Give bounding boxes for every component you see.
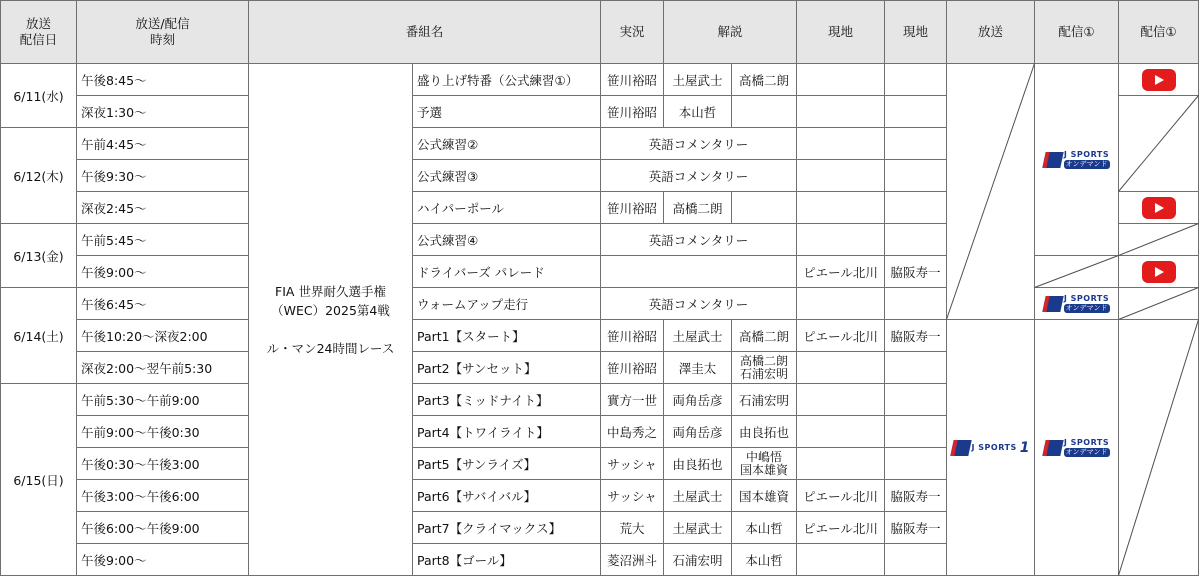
jsports-ondemand-text	[1064, 438, 1110, 457]
play-by-play: 實方一世	[601, 384, 664, 416]
onsite-reporter-2	[885, 160, 947, 192]
program-title: ウォームアップ走行	[413, 288, 601, 320]
series-title-line: FIA 世界耐久選手権	[275, 283, 386, 299]
onsite-reporter-1	[797, 128, 885, 160]
commentator-2	[732, 352, 797, 384]
commentator-1: 由良拓也	[664, 448, 732, 480]
cell-line: 中嶋悟	[745, 449, 782, 464]
series-title-line	[249, 320, 412, 339]
broadcast-date: 6/15(日)	[1, 384, 77, 576]
onsite-reporter-1	[797, 96, 885, 128]
header-broadcast-date: 放送 配信日	[1, 1, 77, 64]
play-by-play: 笹川裕昭	[601, 96, 664, 128]
commentator-1: 澤圭太	[664, 352, 732, 384]
stream2-none	[1119, 96, 1199, 192]
jsports-mark-icon	[950, 440, 971, 456]
broadcast-date: 6/13(金)	[1, 224, 77, 288]
program-title: Part6【サバイバル】	[413, 480, 601, 512]
play-by-play: サッシャ	[601, 480, 664, 512]
commentator-2: 石浦宏明	[732, 384, 797, 416]
onsite-reporter-2	[885, 544, 947, 576]
commentator-1: 石浦宏明	[664, 544, 732, 576]
onsite-reporter-1	[797, 64, 885, 96]
jsports-ondemand-text	[1064, 294, 1110, 313]
play-by-play: 笹川裕昭	[601, 64, 664, 96]
onsite-reporter-1: ピエール北川	[797, 320, 885, 352]
schedule-row	[1, 320, 1199, 352]
onsite-reporter-2	[885, 416, 947, 448]
broadcast-cell-jsports1	[947, 320, 1035, 576]
header-onsite-2: 現地	[885, 1, 947, 64]
cell-line: 国本雄資	[739, 462, 788, 477]
onsite-reporter-2	[885, 288, 947, 320]
play-by-play: 笹川裕昭	[601, 320, 664, 352]
cell-line: 石浦宏明	[739, 366, 788, 381]
header-time: 放送/配信 時刻	[77, 1, 249, 64]
commentator-2: 本山哲	[732, 544, 797, 576]
stream2-none	[1119, 320, 1199, 576]
play-by-play: 笹川裕昭	[601, 192, 664, 224]
onsite-reporter-2: 脇阪寿一	[885, 320, 947, 352]
program-title: 公式練習③	[413, 160, 601, 192]
jsports-brand-text: J SPORTS	[1063, 438, 1110, 447]
commentator-2	[732, 192, 797, 224]
commentator-1: 高橋二朗	[664, 192, 732, 224]
header-onsite-1: 現地	[797, 1, 885, 64]
stream1-ondemand	[1035, 64, 1119, 256]
program-title: 公式練習④	[413, 224, 601, 256]
jsports-mark-icon	[1042, 296, 1063, 312]
commentator-1: 土屋武士	[664, 320, 732, 352]
schedule-row	[1, 64, 1199, 96]
commentary-merged	[601, 256, 797, 288]
jsports-ondemand-logo[interactable]	[1044, 294, 1110, 313]
stream2-youtube	[1119, 64, 1199, 96]
onsite-reporter-2	[885, 96, 947, 128]
air-time: 午前5:45～	[77, 224, 249, 256]
series-title	[249, 64, 413, 576]
jsports-mark-icon	[1042, 440, 1063, 456]
onsite-reporter-1	[797, 224, 885, 256]
air-time: 午前5:30～午前9:00	[77, 384, 249, 416]
air-time: 午後0:30～午後3:00	[77, 448, 249, 480]
commentator-1: 本山哲	[664, 96, 732, 128]
header-stream-2: 配信①	[1119, 1, 1199, 64]
air-time: 午前4:45～	[77, 128, 249, 160]
onsite-reporter-1	[797, 288, 885, 320]
stream2-none	[1119, 288, 1199, 320]
commentator-1: 土屋武士	[664, 512, 732, 544]
broadcast-date: 6/11(水)	[1, 64, 77, 128]
play-by-play: 荒大	[601, 512, 664, 544]
air-time: 午後3:00～午後6:00	[77, 480, 249, 512]
broadcast-date: 6/14(土)	[1, 288, 77, 384]
program-title: Part7【クライマックス】	[413, 512, 601, 544]
onsite-reporter-1	[797, 384, 885, 416]
jsports-ondemand-text	[1064, 150, 1110, 169]
onsite-reporter-2	[885, 224, 947, 256]
onsite-reporter-2	[885, 384, 947, 416]
air-time: 午後9:30～	[77, 160, 249, 192]
onsite-reporter-1	[797, 544, 885, 576]
commentary-merged: 英語コメンタリー	[601, 128, 797, 160]
play-by-play: 笹川裕昭	[601, 352, 664, 384]
stream2-none	[1119, 224, 1199, 256]
header-broadcast: 放送	[947, 1, 1035, 64]
onsite-reporter-2	[885, 128, 947, 160]
series-title-line: （WEC）2025第4戦	[271, 302, 390, 318]
youtube-icon[interactable]	[1142, 261, 1176, 283]
channel-number: 1	[1019, 439, 1030, 456]
onsite-reporter-1: ピエール北川	[797, 512, 885, 544]
series-title-line: ル・マン24時間レース	[266, 340, 395, 356]
onsite-reporter-1	[797, 448, 885, 480]
jsports-brand-text: J SPORTS	[1063, 294, 1110, 303]
header-commentary: 解説	[664, 1, 797, 64]
program-title: Part8【ゴール】	[413, 544, 601, 576]
commentator-1: 土屋武士	[664, 480, 732, 512]
onsite-reporter-2: 脇阪寿一	[885, 256, 947, 288]
header-program: 番組名	[249, 1, 601, 64]
program-title: ドライバーズ パレード	[413, 256, 601, 288]
air-time: 深夜1:30～	[77, 96, 249, 128]
commentator-2: 国本雄資	[732, 480, 797, 512]
commentator-1: 両角岳彦	[664, 384, 732, 416]
onsite-reporter-2: 脇阪寿一	[885, 480, 947, 512]
ondemand-label: オンデマンド	[1065, 304, 1108, 312]
air-time: 午後8:45～	[77, 64, 249, 96]
jsports-brand-text: J SPORTS	[1063, 150, 1110, 159]
program-title: Part1【スタート】	[413, 320, 601, 352]
air-time: 午後10:20～深夜2:00	[77, 320, 249, 352]
program-title: Part5【サンライズ】	[413, 448, 601, 480]
commentary-merged: 英語コメンタリー	[601, 224, 797, 256]
onsite-reporter-1	[797, 352, 885, 384]
header-row	[1, 1, 1199, 64]
onsite-reporter-1	[797, 160, 885, 192]
jsports-mark-icon	[1042, 152, 1063, 168]
program-title: 公式練習②	[413, 128, 601, 160]
stream1-none	[1035, 256, 1119, 288]
air-time: 午前9:00～午後0:30	[77, 416, 249, 448]
onsite-reporter-2	[885, 352, 947, 384]
youtube-icon[interactable]	[1142, 69, 1176, 91]
commentator-2: 高橋二朗	[732, 320, 797, 352]
commentator-2: 高橋二朗	[732, 64, 797, 96]
commentator-2	[732, 96, 797, 128]
commentator-2: 本山哲	[732, 512, 797, 544]
air-time: 深夜2:00～翌午前5:30	[77, 352, 249, 384]
broadcast-cell-none	[947, 64, 1035, 320]
commentary-merged: 英語コメンタリー	[601, 160, 797, 192]
ondemand-label: オンデマンド	[1065, 160, 1108, 168]
broadcast-date: 6/12(木)	[1, 128, 77, 224]
jsports-1-logo	[952, 440, 1030, 456]
program-title: Part4【トワイライト】	[413, 416, 601, 448]
ondemand-label: オンデマンド	[1065, 448, 1108, 456]
program-title: Part3【ミッドナイト】	[413, 384, 601, 416]
jsports-brand-text: J SPORTS	[971, 443, 1017, 453]
air-time: 午後6:45～	[77, 288, 249, 320]
jsports-ondemand-logo[interactable]	[1044, 150, 1110, 169]
program-title: ハイパーポール	[413, 192, 601, 224]
youtube-icon[interactable]	[1142, 197, 1176, 219]
commentary-merged: 英語コメンタリー	[601, 288, 797, 320]
onsite-reporter-1	[797, 416, 885, 448]
stream1-ondemand	[1035, 320, 1119, 576]
program-title: Part2【サンセット】	[413, 352, 601, 384]
program-title: 予選	[413, 96, 601, 128]
stream2-youtube	[1119, 192, 1199, 224]
air-time: 午後9:00～	[77, 544, 249, 576]
commentator-2	[732, 448, 797, 480]
jsports-ondemand-logo[interactable]	[1044, 438, 1110, 457]
onsite-reporter-1: ピエール北川	[797, 480, 885, 512]
commentator-1: 両角岳彦	[664, 416, 732, 448]
header-play-by-play: 実況	[601, 1, 664, 64]
onsite-reporter-2	[885, 448, 947, 480]
stream2-youtube	[1119, 256, 1199, 288]
header-stream-1: 配信①	[1035, 1, 1119, 64]
air-time: 午後9:00～	[77, 256, 249, 288]
program-title: 盛り上げ特番（公式練習①）	[413, 64, 601, 96]
onsite-reporter-2: 脇阪寿一	[885, 512, 947, 544]
air-time: 深夜2:45～	[77, 192, 249, 224]
cell-line: 高橋二朗	[739, 353, 788, 368]
play-by-play: 菱沼洲斗	[601, 544, 664, 576]
commentator-2: 由良拓也	[732, 416, 797, 448]
play-by-play: 中島秀之	[601, 416, 664, 448]
commentator-1: 土屋武士	[664, 64, 732, 96]
onsite-reporter-2	[885, 64, 947, 96]
stream1-ondemand	[1035, 288, 1119, 320]
play-by-play: サッシャ	[601, 448, 664, 480]
onsite-reporter-1: ピエール北川	[797, 256, 885, 288]
onsite-reporter-2	[885, 192, 947, 224]
onsite-reporter-1	[797, 192, 885, 224]
air-time: 午後6:00～午後9:00	[77, 512, 249, 544]
